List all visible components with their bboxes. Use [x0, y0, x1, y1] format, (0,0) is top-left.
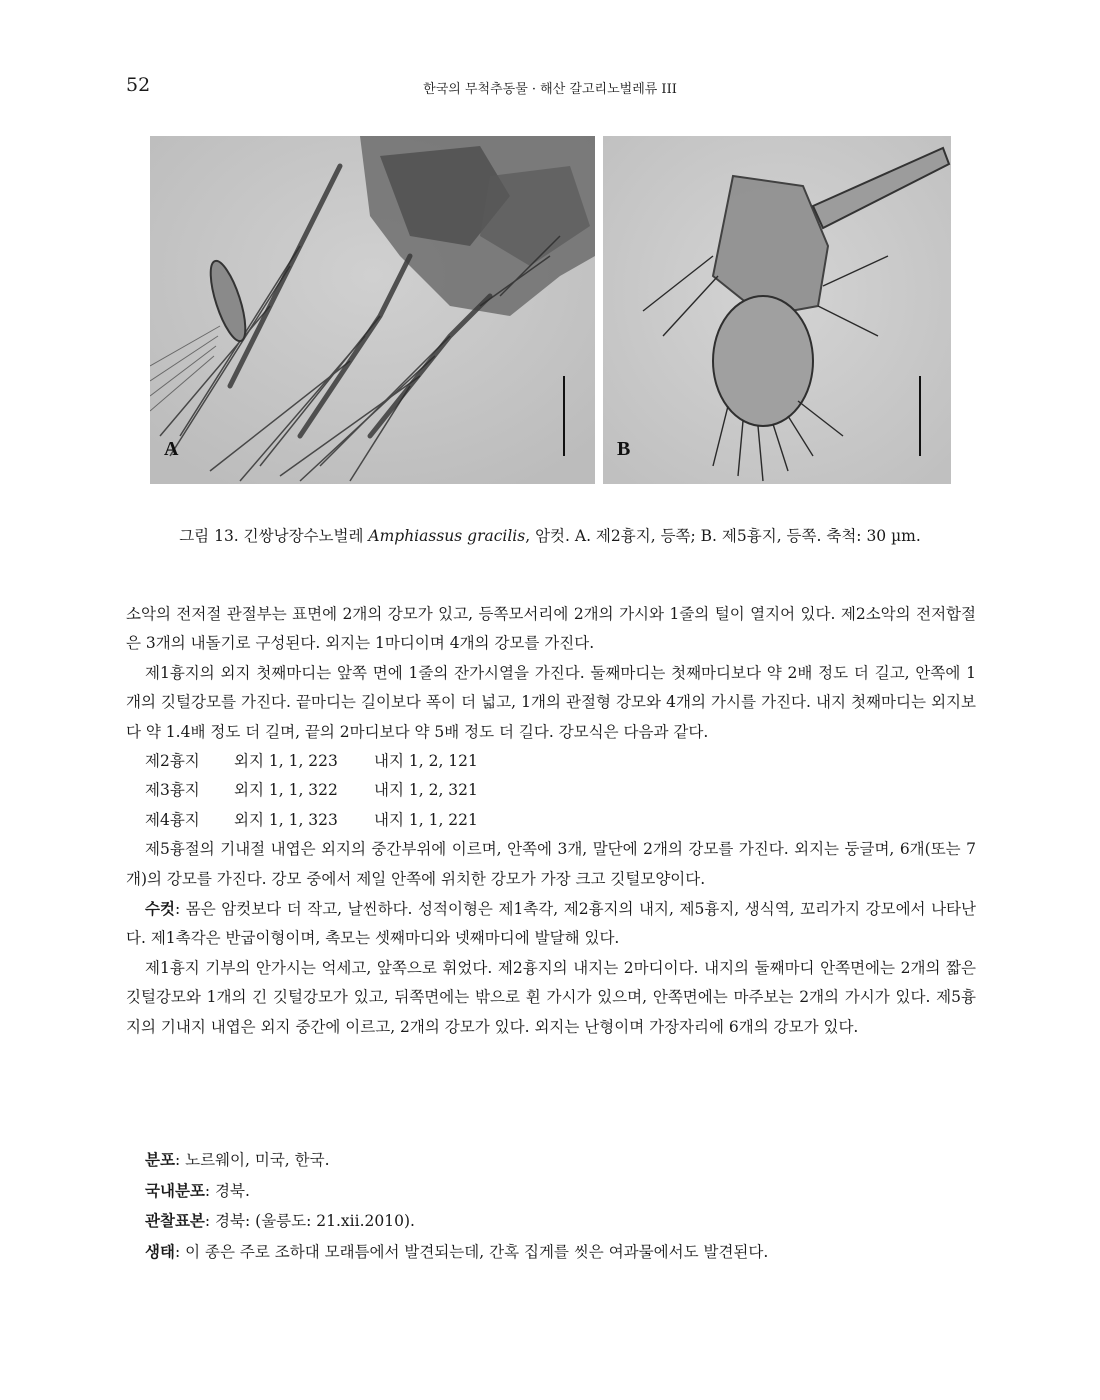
korea-distribution-value: : 경북. — [204, 1181, 250, 1200]
panel-label-b: B — [617, 438, 631, 460]
setal-formula-row — [126, 747, 976, 776]
figure-panel-b — [603, 136, 951, 484]
setal-formula-row — [126, 806, 976, 835]
body-text — [126, 600, 976, 1042]
setal-leg: 제4흉지 — [145, 810, 200, 829]
paragraph-leg5: 제5흉절의 기내절 내엽은 외지의 중간부위에 이르며, 안쪽에 3개, 말단에 2개의 강모를 가진다. 외지는 둥글며, 6개(또는 7개)의 강모를 가진다. 강모 중에서 제일 안쪽에 위치한 강모가 가장 크고 깃털모양이다. — [126, 840, 976, 888]
setal-exopod: 외지 1, 1, 322 — [234, 781, 338, 800]
ecology-label: 생태 — [145, 1241, 175, 1261]
setal-formula-row — [126, 776, 976, 805]
setal-endopod: 내지 1, 2, 121 — [374, 752, 478, 771]
panel-label-a: A — [164, 438, 179, 460]
micrograph-b — [603, 136, 951, 484]
setal-endopod: 내지 1, 1, 221 — [374, 810, 478, 829]
specimens-label: 관찰표본 — [145, 1211, 205, 1230]
male-heading: 수컷 — [145, 899, 175, 919]
figure-panel-a — [150, 136, 595, 484]
specimens-examined — [126, 1206, 976, 1237]
distribution — [126, 1145, 976, 1176]
figure-caption — [0, 524, 1100, 546]
ecology — [126, 1237, 976, 1268]
running-header: 한국의 무척추동물 · 해산 갈고리노벌레류 III — [423, 82, 677, 97]
scale-bar-b — [919, 376, 921, 456]
scale-bar-a — [563, 376, 565, 456]
micrograph-a — [150, 136, 595, 484]
distribution-label: 분포 — [145, 1150, 175, 1169]
ecology-value: : 이 종은 주로 조하대 모래틈에서 발견되는데, 간혹 집게를 씻은 여과물에서도 발견된다. — [174, 1242, 769, 1261]
paragraph-male — [126, 894, 976, 954]
korea-distribution-label: 국내분포 — [145, 1180, 205, 1200]
setal-endopod: 내지 1, 2, 321 — [374, 781, 478, 800]
caption-species: Amphiassus gracilis — [368, 527, 526, 545]
paragraph-male-legs: 제1흉지 기부의 안가시는 억세고, 앞쪽으로 휘었다. 제2흉지의 내지는 2마디이다. 내지의 둘째마디 안쪽면에는 2개의 짧은 깃털강모와 1개의 긴 깃털강모가 있고, 뒤쪽면에는 밖으로 휜 가시가 있으며, 안쪽면에는 마주보는 2개의 가시가 있다. 제5흉지의 기내지 내엽은 외지 중간에 이르고, 2개의 강모가 있다. 외지는 난형이며 가장자리에 6개의 강모가 있다. — [126, 958, 976, 1036]
korea-distribution — [126, 1176, 976, 1207]
specimens-value: : 경북: (울릉도: 21.xii.2010). — [204, 1212, 415, 1230]
page-number: 52 — [126, 74, 151, 96]
species-metadata — [126, 1145, 976, 1267]
setal-leg: 제3흉지 — [145, 781, 200, 800]
setal-exopod: 외지 1, 1, 323 — [234, 810, 338, 829]
setal-exopod: 외지 1, 1, 223 — [234, 752, 338, 771]
setal-leg: 제2흉지 — [145, 752, 200, 771]
distribution-value: : 노르웨이, 미국, 한국. — [174, 1151, 330, 1169]
paragraph-maxillule: 소악의 전저절 관절부는 표면에 2개의 강모가 있고, 등쪽모서리에 2개의 가시와 1줄의 털이 열지어 있다. 제2소악의 전저합절은 3개의 내돌기로 구성된다. 외지는 1마디이며 4개의 강모를 가진다. — [126, 605, 976, 653]
caption-suffix: , 암컷. A. 제2흉지, 등쪽; B. 제5흉지, 등쪽. 축척: 30 µm. — [525, 527, 921, 545]
male-description: : 몸은 암컷보다 더 작고, 날씬하다. 성적이형은 제1촉각, 제2흉지의 내지, 제5흉지, 생식역, 꼬리가지 강모에서 나타난다. 제1촉각은 반굽이형이며, 촉모는 셋째마디와 넷째마디에 발달해 있다. — [126, 900, 976, 948]
caption-prefix: 그림 13. 긴쌍낭장수노벌레 — [179, 527, 369, 545]
paragraph-leg1: 제1흉지의 외지 첫째마디는 앞쪽 면에 1줄의 잔가시열을 가진다. 둘째마디는 첫째마디보다 약 2배 정도 더 길고, 안쪽에 1개의 깃털강모를 가진다. 끝마디는 길이보다 폭이 더 넓고, 1개의 관절형 강모와 4개의 가시를 가진다. 내지 첫째마디는 외지보다 약 1.4배 정도 더 길며, 끝의 2마디보다 약 5배 정도 더 길다. 강모식은 다음과 같다. — [126, 663, 976, 741]
